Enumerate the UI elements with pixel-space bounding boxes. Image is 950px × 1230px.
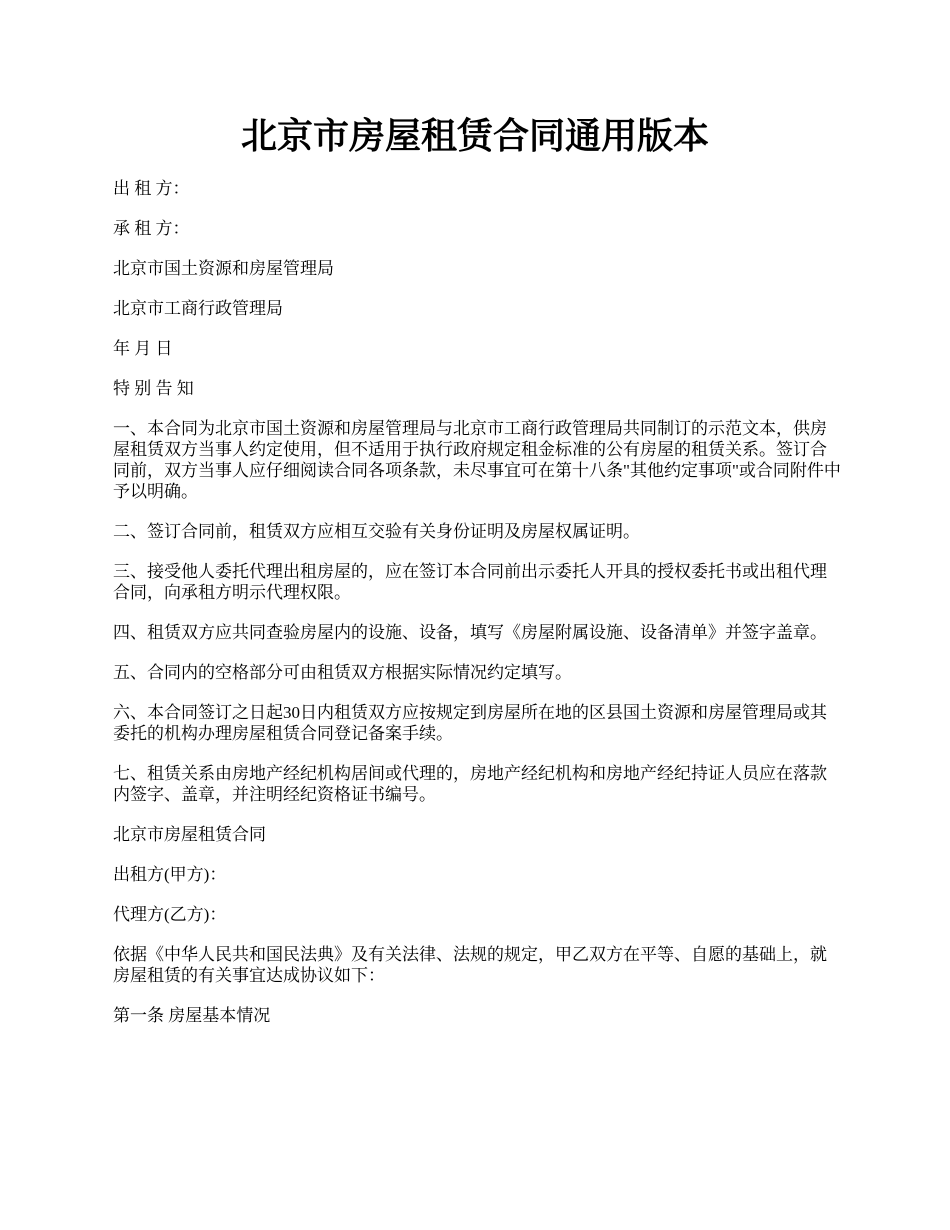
notice-item-5: 五、合同内的空格部分可由租赁双方根据实际情况约定填写。 <box>113 663 572 682</box>
lessor-label: 出 租 方： <box>113 179 190 198</box>
party-a-label: 出租方(甲方)： <box>113 865 227 884</box>
party-b-label: 代理方(乙方)： <box>113 905 227 924</box>
notice-item-1: 一、本合同为北京市国土资源和房屋管理局与北京市工商行政管理局共同制订的示范文本，供房屋租赁双方当事人约定使用，但不适用于执行政府规定租金标准的公有房屋的租赁关系。签订合同前，双方当事人应仔细阅读合同各项条款，未尽事宜可在第十八条"其他约定事项"或合同附件中予以明确。 <box>113 419 841 501</box>
special-notice-heading: 特 别 告 知 <box>113 379 194 398</box>
document-body <box>113 178 843 1045</box>
notice-item-2: 二、签订合同前，租赁双方应相互交验有关身份证明及房屋权属证明。 <box>113 522 640 541</box>
notice-item-3: 三、接受他人委托代理出租房屋的，应在签订本合同前出示委托人开具的授权委托书或出租代理合同，向承租方明示代理权限。 <box>113 562 827 602</box>
issuer-land-bureau: 北京市国土资源和房屋管理局 <box>113 259 334 278</box>
lessee-label: 承 租 方： <box>113 219 190 238</box>
notice-item-4: 四、租赁双方应共同查验房屋内的设施、设备，填写《房屋附属设施、设备清单》并签字盖章。 <box>113 623 827 642</box>
article-1-heading: 第一条 房屋基本情况 <box>113 1006 271 1025</box>
notice-item-7: 七、租赁关系由房地产经纪机构居间或代理的，房地产经纪机构和房地产经纪持证人员应在落款内签字、盖章，并注明经纪资格证书编号。 <box>113 764 827 804</box>
issuer-commerce-bureau: 北京市工商行政管理局 <box>113 299 283 318</box>
date-line: 年 月 日 <box>113 339 173 358</box>
document-title: 北京市房屋租赁合同通用版本 <box>240 116 709 156</box>
preamble: 依据《中华人民共和国民法典》及有关法律、法规的规定，甲乙双方在平等、自愿的基础上，就房屋租赁的有关事宜达成协议如下： <box>113 945 827 985</box>
contract-heading: 北京市房屋租赁合同 <box>113 825 266 844</box>
notice-item-6: 六、本合同签订之日起30日内租赁双方应按规定到房屋所在地的区县国土资源和房屋管理局或其委托的机构办理房屋租赁合同登记备案手续。 <box>113 703 827 743</box>
